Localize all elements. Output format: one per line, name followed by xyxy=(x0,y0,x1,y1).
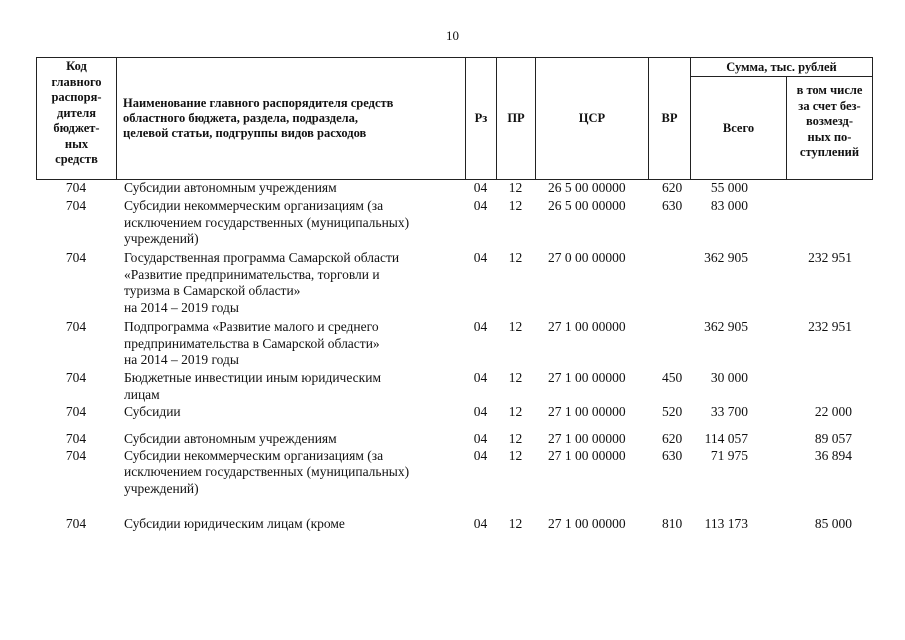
cell-name-line: Бюджетные инвестиции иным юридическим xyxy=(124,370,381,385)
cell-csr: 27 1 00 00000 xyxy=(548,431,626,446)
cell-name-line: Субсидии автономным учреждениям xyxy=(124,431,337,446)
header-csr: ЦСР xyxy=(536,58,649,180)
cell-pr: 12 xyxy=(508,198,523,213)
cell-name-line: Субсидии юридическим лицам (кроме xyxy=(124,515,345,531)
cell-pr: 12 xyxy=(508,180,523,195)
cell-free: 232 951 xyxy=(808,250,852,265)
cell-name-line: Субсидии некоммерческим организациям (за xyxy=(124,198,384,213)
cell-name xyxy=(116,198,465,250)
header-free-line: в том числе xyxy=(796,83,863,97)
cell-name-line: лицам xyxy=(124,386,160,402)
header-vr: ВР xyxy=(649,58,691,180)
cell-name-line: на 2014 – 2019 годы xyxy=(124,299,239,315)
cell-free: 22 000 xyxy=(814,404,852,419)
cell-pr: 12 xyxy=(508,319,523,334)
cell-name-line: Субсидии xyxy=(124,404,181,419)
table-body xyxy=(36,180,872,534)
table-row xyxy=(36,370,872,404)
cell-code: 704 xyxy=(65,404,87,419)
cell-vr: 450 xyxy=(662,370,683,385)
cell-name-line: учреждений) xyxy=(124,480,199,496)
cell-name xyxy=(116,319,465,370)
cell-code: 704 xyxy=(65,431,87,446)
cell-vr: 620 xyxy=(662,431,683,446)
cell-name-line: исключением государственных (муниципальных) xyxy=(124,464,410,479)
header-name-line: целевой статьи, подгруппы видов расходов xyxy=(123,126,367,140)
cell-name xyxy=(116,516,465,534)
cell-total: 362 905 xyxy=(704,319,748,334)
header-code-line: бюджет- xyxy=(53,121,100,135)
cell-name-line: исключением государственных (муниципальных) xyxy=(124,214,410,230)
cell-name-line: Государственная программа Самарской области xyxy=(124,250,400,265)
cell-rz: 04 xyxy=(473,370,488,385)
header-free-line: ных по- xyxy=(807,129,852,144)
cell-total: 113 173 xyxy=(704,515,748,531)
cell-name-line: на 2014 – 2019 годы xyxy=(124,352,239,367)
table-row xyxy=(36,250,872,319)
cell-name xyxy=(116,180,465,198)
cell-free: 36 894 xyxy=(814,447,852,463)
header-total: Всего xyxy=(691,77,787,180)
header-free xyxy=(787,77,873,180)
cell-pr: 12 xyxy=(508,515,523,531)
cell-csr: 27 1 00 00000 xyxy=(548,404,626,419)
cell-vr: 620 xyxy=(662,180,683,195)
cell-vr: 630 xyxy=(662,447,683,463)
cell-pr: 12 xyxy=(508,370,523,385)
header-name xyxy=(117,58,466,180)
cell-rz: 04 xyxy=(473,180,488,195)
table-row xyxy=(36,431,872,448)
cell-free xyxy=(786,198,872,250)
cell-name-line: «Развитие предпринимательства, торговли и xyxy=(124,266,380,282)
cell-pr: 12 xyxy=(508,250,523,265)
cell-name xyxy=(116,431,465,448)
header-name-line: областного бюджета, раздела, подраздела, xyxy=(123,111,359,125)
header-code-line: дителя xyxy=(57,105,96,120)
table-row xyxy=(36,404,872,431)
cell-name-line: туризма в Самарской области» xyxy=(124,283,301,298)
cell-total: 114 057 xyxy=(704,431,748,446)
cell-free: 232 951 xyxy=(808,319,852,334)
cell-csr: 27 1 00 00000 xyxy=(548,319,626,334)
cell-total: 30 000 xyxy=(710,370,748,385)
cell-rz: 04 xyxy=(473,447,488,463)
cell-vr: 520 xyxy=(662,404,683,419)
header-sum-title: Сумма, тыс. рублей xyxy=(691,58,873,77)
cell-vr: 810 xyxy=(662,515,683,531)
cell-rz: 04 xyxy=(473,404,488,419)
cell-name-line: Субсидии автономным учреждениям xyxy=(124,180,337,195)
cell-code: 704 xyxy=(65,319,87,334)
table-row xyxy=(36,198,872,250)
cell-code: 704 xyxy=(65,180,87,195)
cell-csr: 27 0 00 00000 xyxy=(548,250,626,265)
cell-total: 71 975 xyxy=(710,447,748,463)
table-row xyxy=(36,319,872,370)
cell-total: 33 700 xyxy=(710,404,748,419)
table-row xyxy=(36,516,872,534)
cell-rz: 04 xyxy=(473,515,488,531)
cell-free: 85 000 xyxy=(814,515,852,531)
cell-name-line: учреждений) xyxy=(124,231,199,246)
cell-vr xyxy=(648,319,690,370)
cell-pr: 12 xyxy=(508,447,523,463)
cell-total: 55 000 xyxy=(710,180,748,195)
header-code xyxy=(37,58,117,180)
cell-csr: 27 1 00 00000 xyxy=(548,447,626,463)
cell-name xyxy=(116,370,465,404)
page-number: 10 xyxy=(446,28,459,43)
header-free-line: возмезд- xyxy=(805,114,854,128)
cell-vr xyxy=(648,250,690,319)
cell-csr: 27 1 00 00000 xyxy=(548,370,626,385)
cell-free xyxy=(786,370,872,404)
header-pr: ПР xyxy=(497,58,536,180)
cell-name-line: предпринимательства в Самарской области» xyxy=(124,335,380,351)
cell-total: 83 000 xyxy=(710,198,748,213)
cell-csr: 26 5 00 00000 xyxy=(548,180,626,195)
cell-code: 704 xyxy=(65,447,87,463)
header-code-line: ных xyxy=(64,136,89,151)
cell-code: 704 xyxy=(65,370,87,385)
cell-code: 704 xyxy=(65,250,87,265)
cell-code: 704 xyxy=(65,515,87,531)
cell-rz: 04 xyxy=(473,198,488,213)
cell-vr: 630 xyxy=(662,198,683,213)
cell-free xyxy=(786,180,872,198)
cell-csr: 26 5 00 00000 xyxy=(548,198,626,213)
cell-rz: 04 xyxy=(473,319,488,334)
table-row xyxy=(36,448,872,516)
table-header xyxy=(36,57,873,180)
cell-total: 362 905 xyxy=(704,250,748,265)
header-code-line: средств xyxy=(55,152,98,166)
cell-pr: 12 xyxy=(508,431,523,446)
cell-code: 704 xyxy=(65,198,87,213)
cell-name xyxy=(116,448,465,516)
cell-name xyxy=(116,404,465,431)
header-code-line: распоря- xyxy=(51,90,102,104)
cell-name xyxy=(116,250,465,319)
cell-name-line: Субсидии некоммерческим организациям (за xyxy=(124,447,384,463)
header-name-line: Наименование главного распорядителя средств xyxy=(123,96,394,110)
header-rz: Рз xyxy=(466,58,497,180)
header-code-line: главного xyxy=(51,74,102,89)
cell-rz: 04 xyxy=(473,250,488,265)
header-code-line: Код xyxy=(66,59,87,73)
cell-csr: 27 1 00 00000 xyxy=(548,515,626,531)
cell-rz: 04 xyxy=(473,431,488,446)
header-free-line: ступлений xyxy=(799,145,860,159)
cell-pr: 12 xyxy=(508,404,523,419)
cell-free: 89 057 xyxy=(814,431,852,446)
header-free-line: за счет без- xyxy=(798,98,861,113)
table-row xyxy=(36,180,872,198)
cell-name-line: Подпрограмма «Развитие малого и среднего xyxy=(124,319,379,334)
